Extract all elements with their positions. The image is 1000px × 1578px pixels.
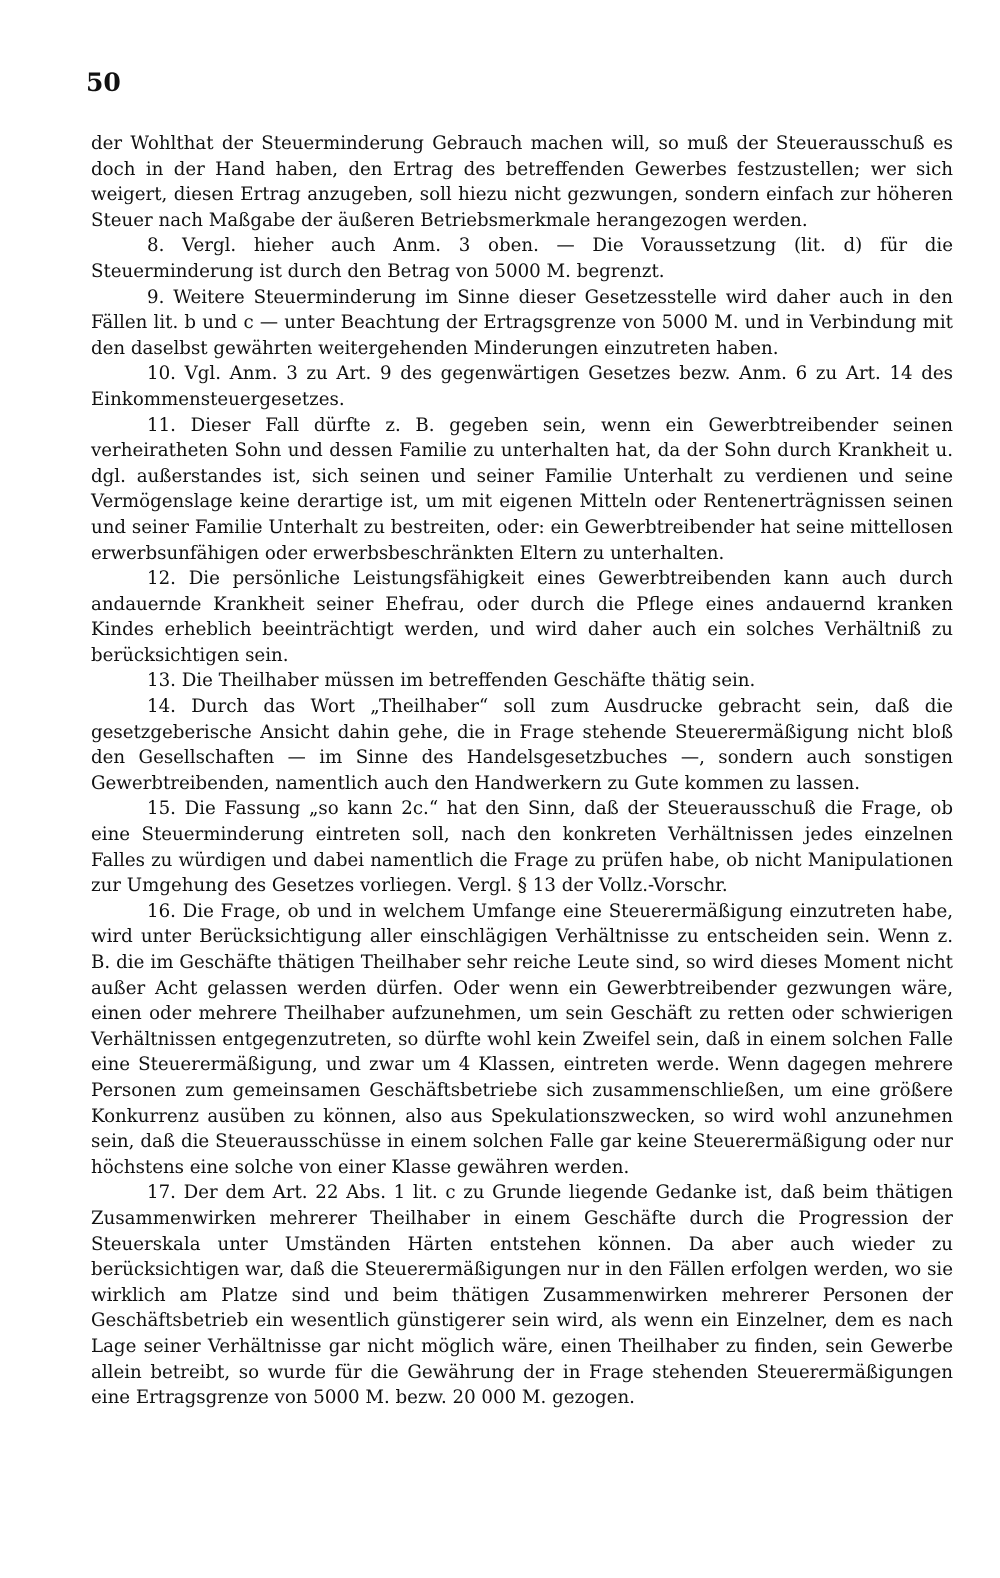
note-16: 16. Die Frage, ob und in welchem Umfange eine Steuerermäßigung einzutreten habe, wird unter Berücksichtigung aller einschlägigen Verhältnisse zu entscheiden sein. Wenn z. B. die im Geschäfte thätigen Theilhaber sehr reiche Leute sind, so wird dieses Moment nicht außer Acht gelassen werden dürfen. Oder wenn ein Gewerbtreibender gezwungen wäre, einen oder mehrere Theilhaber aufzunehmen, um sein Geschäft zu retten oder schwierigen Verhältnissen entgegenzutreten, so dürfte wohl kein Zweifel sein, daß in einem solchen Falle eine Steuerermäßigung, und zwar um 4 Klassen, eintreten werde. Wenn dagegen mehrere Personen zum gemeinsamen Geschäftsbetriebe sich zusammenschließen, um eine größere Konkurrenz ausüben zu können, also aus Spekulationszwecken, so wird wohl anzunehmen sein, daß die Steuerausschüsse in einem solchen Falle gar keine Steuerermäßigung oder nur höchstens eine solche von einer Klasse gewähren werden. <box>91 900 953 1178</box>
note-9: 9. Weitere Steuerminderung im Sinne dieser Gesetzesstelle wird daher auch in den Fällen lit. b und c — unter Beachtung der Ertragsgrenze von 5000 M. und in Verbindung mit den daselbst gewährten weitergehenden Minderungen einzutreten haben. <box>91 286 953 359</box>
note-13: 13. Die Theilhaber müssen im betreffenden Geschäfte thätig sein. <box>147 670 756 692</box>
note-12: 12. Die persönliche Leistungsfähigkeit eines Gewerbtreibenden kann auch durch andauernde Krankheit seiner Ehefrau, oder durch die Pflege eines andauernd kranken Kindes erheblich beeinträchtigt werden, und wird daher auch ein solches Verhältniß zu berücksichtigen sein. <box>91 568 953 666</box>
page-number: 50 <box>86 68 121 97</box>
note-17: 17. Der dem Art. 22 Abs. 1 lit. c zu Grunde liegende Gedanke ist, daß beim thätigen Zusammenwirken mehrerer Theilhaber in einem Geschäfte durch die Progression der Steuerskala unter Umständen Härten entstehen können. Da aber auch wieder zu berücksichtigen war, daß die Steuerermäßigungen nur in den Fällen erfolgen werden, wo sie wirklich am Platze sind und beim thätigen Zusammenwirken mehrerer Personen der Geschäftsbetrieb ein wesentlich günstigerer sein wird, als wenn ein Einzelner, dem es nach Lage seiner Verhältnisse gar nicht möglich wäre, einen Theilhaber zu finden, sein Gewerbe allein betreibt, so wurde für die Gewährung der in Frage stehenden Steuerermäßigungen eine Ertragsgrenze von 5000 M. bezw. 20 000 M. gezogen. <box>91 1182 953 1409</box>
body-text <box>91 131 953 1411</box>
note-15: 15. Die Fassung „so kann 2c.“ hat den Sinn, daß der Steuerausschuß die Frage, ob eine Steuerminderung eintreten soll, nach den konkreten Verhältnissen jedes einzelnen Falles zu würdigen und dabei namentlich die Frage zu prüfen habe, ob nicht Manipulationen zur Umgehung des Gesetzes vorliegen. Vergl. § 13 der Vollz.-Vorschr. <box>91 798 953 897</box>
note-14: 14. Durch das Wort „Theilhaber“ soll zum Ausdrucke gebracht sein, daß die gesetzgeberische Ansicht dahin gehe, die in Frage stehende Steuerermäßigung nicht bloß den Gesellschaften — im Sinne des Handelsgesetzbuches —, sondern auch sonstigen Gewerbtreibenden, namentlich auch den Handwerkern zu Gute kommen zu lassen. <box>91 696 953 794</box>
paragraph-continuation: der Wohlthat der Steuerminderung Gebrauch machen will, so muß der Steuerausschuß es doch in der Hand haben, den Ertrag des betreffenden Gewerbes festzustellen; wer sich weigert, diesen Ertrag anzugeben, soll hiezu nicht gezwungen, sondern einfach zur höheren Steuer nach Maßgabe der äußeren Betriebsmerkmale herangezogen werden. <box>91 133 953 231</box>
note-8: 8. Vergl. hieher auch Anm. 3 oben. — Die Voraussetzung (lit. d) für die Steuerminderung ist durch den Betrag von 5000 M. begrenzt. <box>91 235 953 282</box>
note-10: 10. Vgl. Anm. 3 zu Art. 9 des gegenwärtigen Gesetzes bezw. Anm. 6 zu Art. 14 des Einkommensteuergesetzes. <box>91 363 953 410</box>
note-11: 11. Dieser Fall dürfte z. B. gegeben sein, wenn ein Gewerbtreibender seinen verheiratheten Sohn und dessen Familie zu unterhalten hat, da der Sohn durch Krankheit u. dgl. außerstandes ist, sich seinen und seiner Familie Unterhalt zu verdienen und seine Vermögenslage keine derartige ist, um mit eigenen Mitteln oder Rentenerträgnissen seinen und seiner Familie Unterhalt zu bestreiten, oder: ein Gewerbtreibender hat seine mittellosen erwerbsunfähigen oder erwerbsbeschränkten Eltern zu unterhalten. <box>91 414 953 564</box>
